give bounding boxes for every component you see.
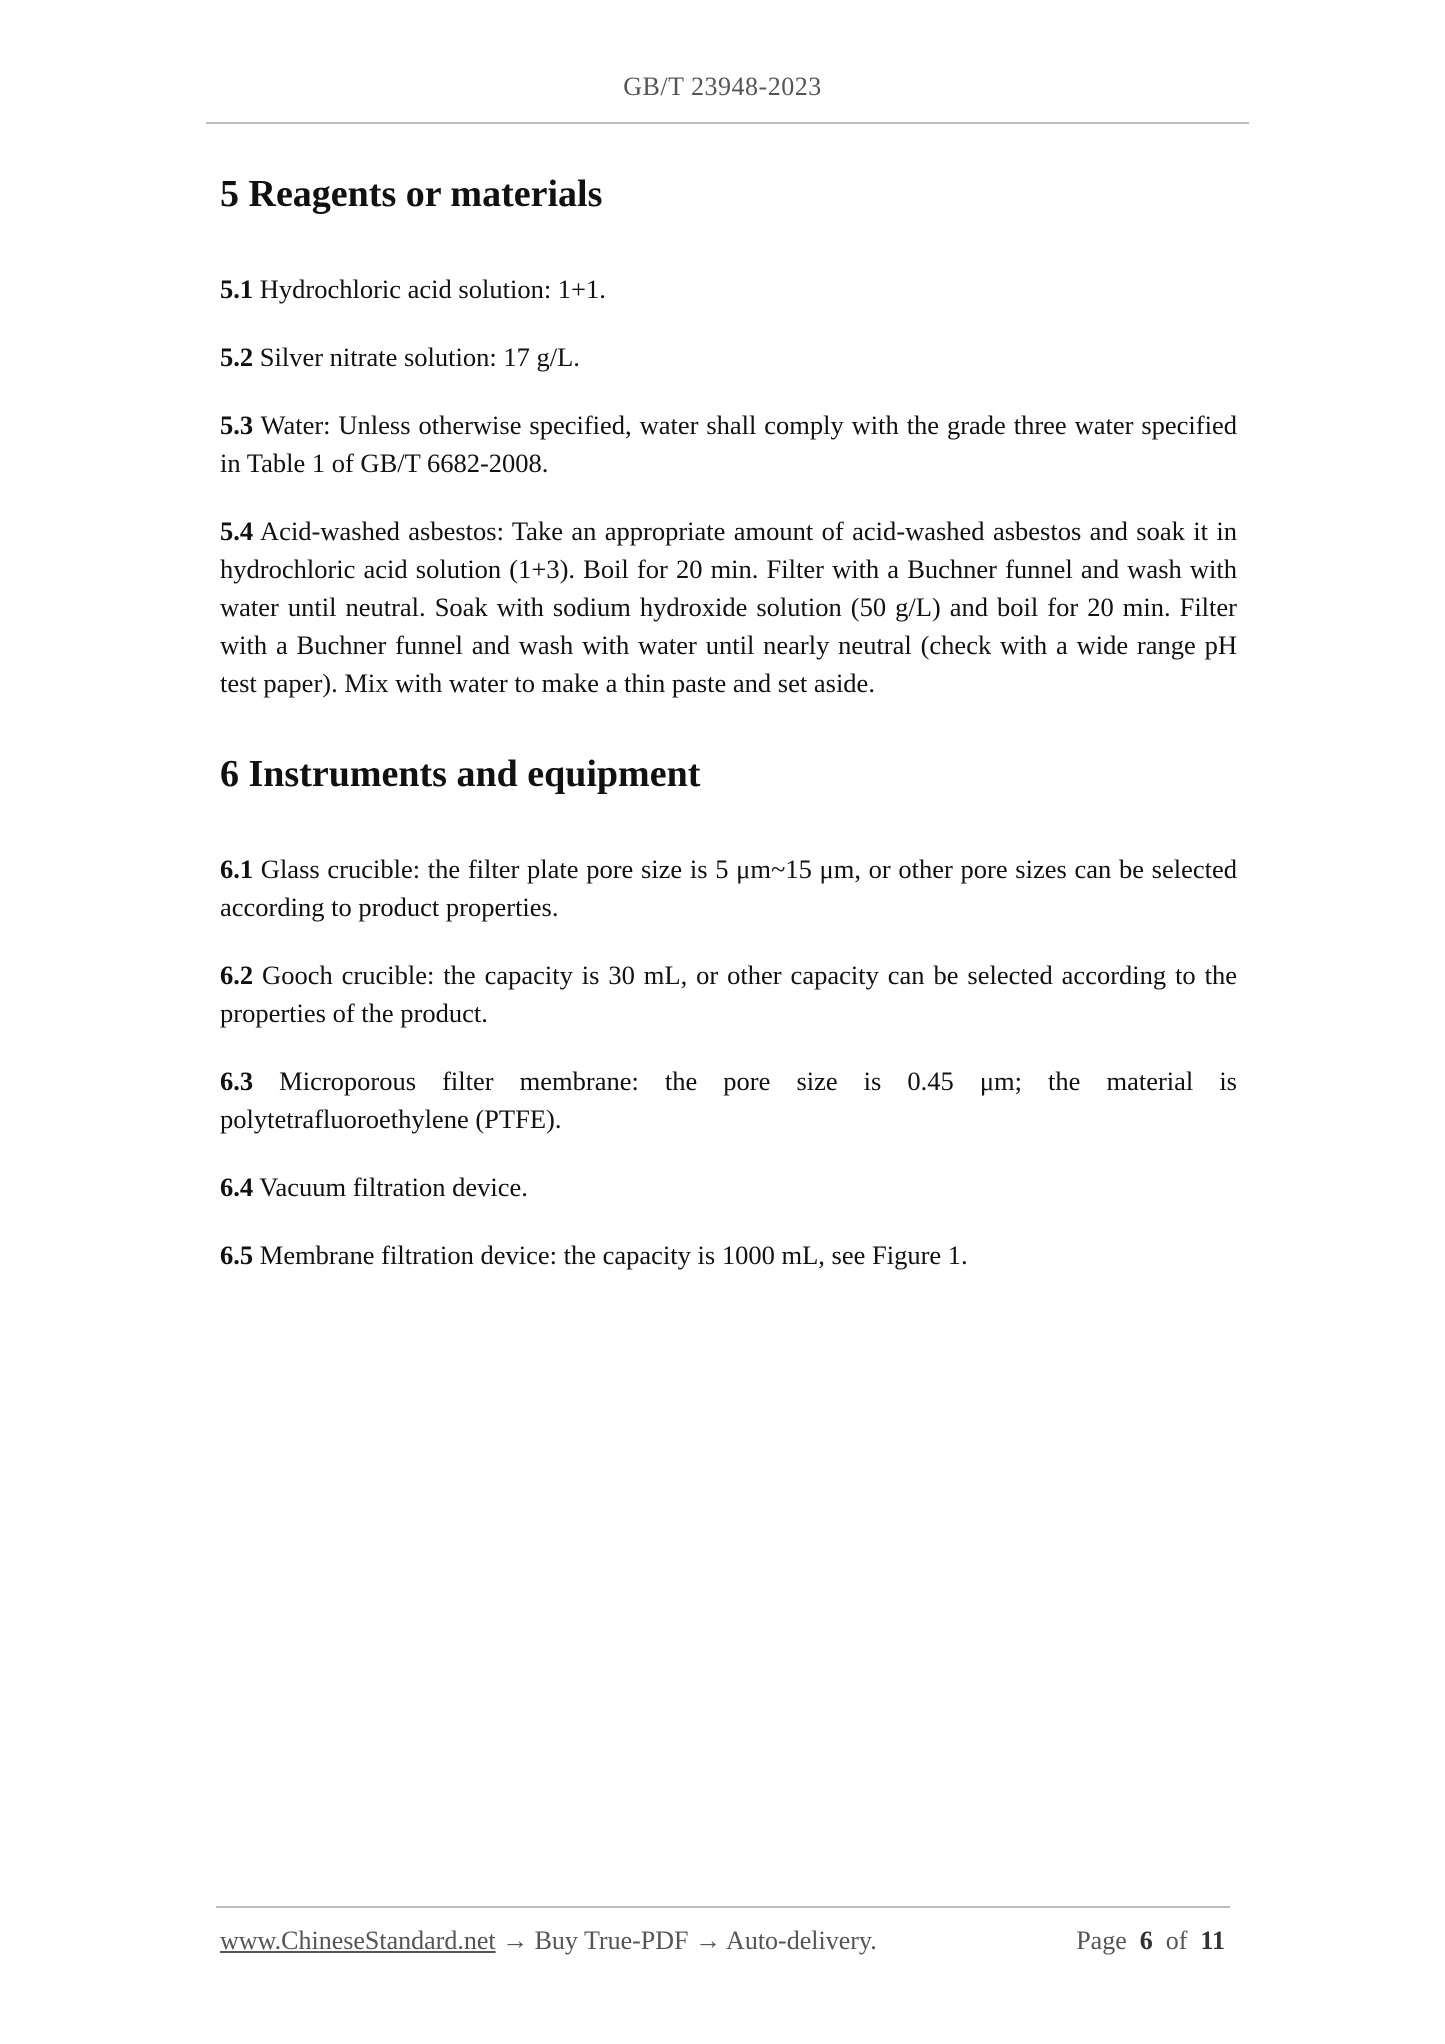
page-total: 11 bbox=[1200, 1926, 1225, 1955]
clause-text: Hydrochloric acid solution: 1+1. bbox=[253, 274, 606, 304]
page-label: Page bbox=[1076, 1926, 1127, 1955]
clause-number: 6.5 bbox=[220, 1240, 254, 1270]
clause-5-3 bbox=[220, 406, 1237, 482]
clause-number: 5.2 bbox=[220, 342, 254, 372]
clause-text: Gooch crucible: the capacity is 30 mL, or other capacity can be selected according to the properties of the product. bbox=[220, 960, 1237, 1028]
clause-6-5 bbox=[220, 1236, 1237, 1274]
clause-number: 5.4 bbox=[220, 516, 254, 546]
clause-5-2 bbox=[220, 338, 1237, 376]
clause-6-3 bbox=[220, 1062, 1237, 1138]
footer-promo bbox=[220, 1926, 877, 1956]
page-indicator bbox=[1076, 1926, 1225, 1956]
section-heading-5: 5 Reagents or materials bbox=[220, 173, 603, 215]
clause-text: Acid-washed asbestos: Take an appropriate amount of acid-washed asbestos and soak it in hydrochloric acid solution (1+3). Boil for 20 min. Filter with a Buchner funnel and wash with water until neutral. Soak with sodium hydroxide solution (50 g/L) and boil for 20 min. Filter with a Buchner funnel and wash with water until nearly neutral (check with a wide range pH test paper). Mix with water to make a thin paste and set aside. bbox=[220, 516, 1237, 698]
clause-text: Membrane filtration device: the capacity is 1000 mL, see Figure 1. bbox=[253, 1240, 968, 1270]
clause-5-1 bbox=[220, 270, 1237, 308]
clause-number: 6.2 bbox=[220, 960, 254, 990]
section-heading-6: 6 Instruments and equipment bbox=[220, 753, 701, 795]
footer-divider bbox=[216, 1906, 1230, 1908]
clause-number: 5.1 bbox=[220, 274, 254, 304]
clause-text: Microporous filter membrane: the pore size is 0.45 μm; the material is polytetrafluoroethylene (PTFE). bbox=[220, 1066, 1237, 1134]
clause-5-4 bbox=[220, 512, 1237, 702]
clause-number: 6.3 bbox=[220, 1066, 254, 1096]
site-link[interactable]: www.ChineseStandard.net bbox=[220, 1926, 496, 1955]
page-current: 6 bbox=[1139, 1926, 1153, 1955]
clause-number: 6.1 bbox=[220, 854, 254, 884]
clause-text: Vacuum filtration device. bbox=[253, 1172, 528, 1202]
page-of-label: of bbox=[1165, 1926, 1188, 1955]
clause-text: Water: Unless otherwise specified, water shall comply with the grade three water specified in Table 1 of GB/T 6682-2008. bbox=[220, 410, 1237, 478]
clause-number: 6.4 bbox=[220, 1172, 254, 1202]
clause-number: 5.3 bbox=[220, 410, 254, 440]
clause-6-2 bbox=[220, 956, 1237, 1032]
clause-6-1 bbox=[220, 850, 1237, 926]
clause-text: Silver nitrate solution: 17 g/L. bbox=[253, 342, 580, 372]
page-content bbox=[220, 168, 1237, 1304]
promo-text: → Buy True-PDF → Auto-delivery. bbox=[495, 1926, 877, 1955]
clause-6-4 bbox=[220, 1168, 1237, 1206]
clause-text: Glass crucible: the filter plate pore size is 5 μm~15 μm, or other pore sizes can be selected according to product properties. bbox=[220, 854, 1237, 922]
running-header: GB/T 23948-2023 bbox=[623, 72, 822, 101]
header-divider bbox=[206, 122, 1249, 124]
